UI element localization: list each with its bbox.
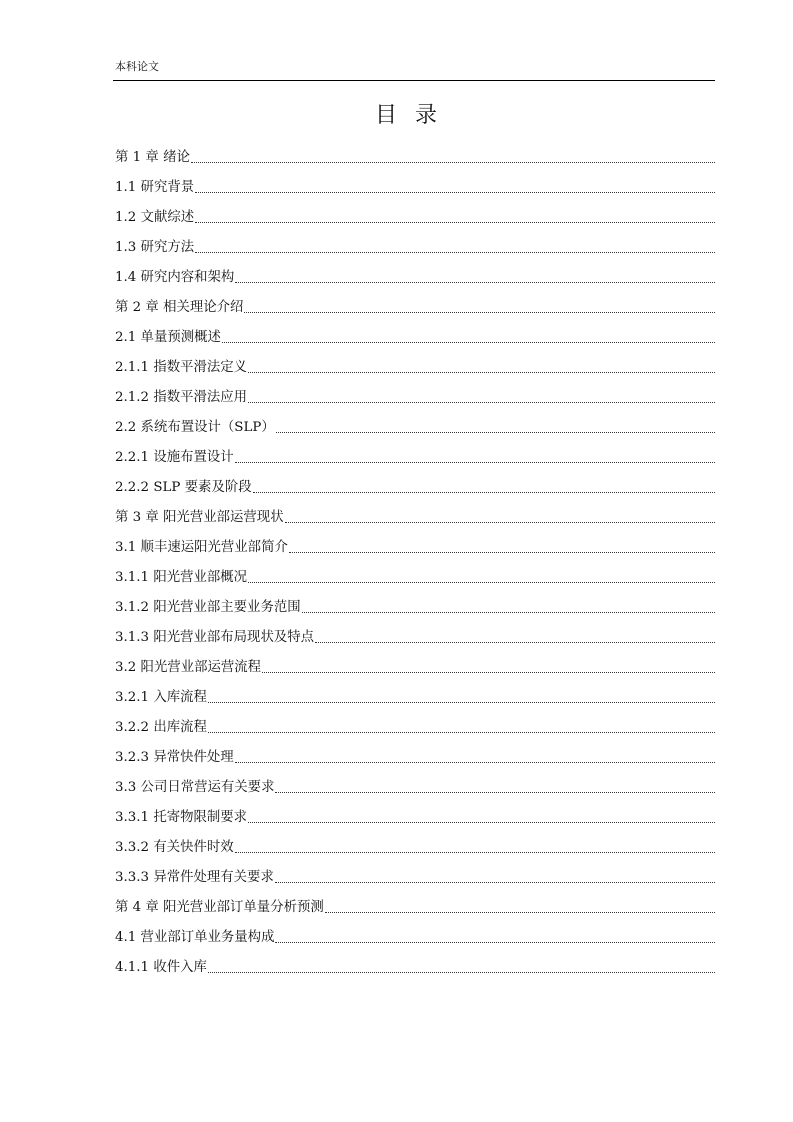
dot-leader: [302, 611, 715, 613]
toc-entry[interactable]: [115, 168, 715, 198]
toc-entry[interactable]: [115, 588, 715, 618]
toc-entry[interactable]: [115, 858, 715, 888]
dot-leader: [285, 521, 715, 523]
toc-entry-label: 3.1.1 阳光营业部概况: [115, 570, 248, 585]
dot-leader: [248, 401, 715, 403]
toc-entry[interactable]: [115, 768, 715, 798]
toc-entry[interactable]: [115, 138, 715, 168]
toc-entry[interactable]: [115, 828, 715, 858]
toc-entry-label: 3.2 阳光营业部运营流程: [115, 660, 262, 675]
dot-leader: [275, 881, 715, 883]
toc-entry[interactable]: [115, 228, 715, 258]
toc-entry[interactable]: [115, 738, 715, 768]
toc-entry-label: 2.2.1 设施布置设计: [115, 450, 234, 465]
toc-entry-label: 第 3 章 阳光营业部运营现状: [115, 510, 284, 525]
header-rule: [113, 80, 715, 81]
toc-entry-label: 3.2.1 入库流程: [115, 690, 207, 705]
toc-entry-label: 3.3.1 托寄物限制要求: [115, 810, 248, 825]
dot-leader: [208, 731, 715, 733]
toc-entry[interactable]: [115, 948, 715, 978]
toc-entry[interactable]: [115, 798, 715, 828]
dot-leader: [325, 911, 715, 913]
dot-leader: [222, 341, 715, 343]
dot-leader: [248, 371, 715, 373]
dot-leader: [276, 431, 715, 433]
toc-entry[interactable]: [115, 198, 715, 228]
toc-entry-label: 2.1.1 指数平滑法定义: [115, 360, 248, 375]
dot-leader: [275, 791, 715, 793]
toc-entry[interactable]: [115, 408, 715, 438]
dot-leader: [235, 851, 715, 853]
toc-entry[interactable]: [115, 558, 715, 588]
dot-leader: [235, 761, 715, 763]
toc-entry-label: 3.3.2 有关快件时效: [115, 840, 234, 855]
toc-entry[interactable]: [115, 888, 715, 918]
dot-leader: [191, 161, 715, 163]
toc-entry[interactable]: [115, 708, 715, 738]
toc-entry[interactable]: [115, 918, 715, 948]
dot-leader: [253, 491, 715, 493]
toc-entry-label: 3.1.3 阳光营业部布局现状及特点: [115, 630, 315, 645]
toc-entry-label: 第 2 章 相关理论介绍: [115, 300, 244, 315]
toc-entry-label: 4.1.1 收件入库: [115, 960, 207, 975]
dot-leader: [289, 551, 715, 553]
toc-entry-label: 1.4 研究内容和架构: [115, 270, 235, 285]
dot-leader: [195, 251, 715, 253]
toc-entry-label: 1.2 文献综述: [115, 210, 195, 225]
dot-leader: [195, 191, 715, 193]
toc-entry-label: 3.2.3 异常快件处理: [115, 750, 234, 765]
toc-entry-label: 2.1.2 指数平滑法应用: [115, 390, 248, 405]
table-of-contents: [115, 138, 715, 978]
toc-entry-label: 3.3.3 异常件处理有关要求: [115, 870, 274, 885]
toc-entry-label: 3.1 顺丰速运阳光营业部简介: [115, 540, 288, 555]
dot-leader: [208, 971, 715, 973]
toc-entry-label: 第 1 章 绪论: [115, 150, 190, 165]
dot-leader: [195, 221, 715, 223]
toc-entry-label: 2.2.2 SLP 要素及阶段: [115, 480, 252, 495]
toc-entry-label: 1.1 研究背景: [115, 180, 195, 195]
toc-entry[interactable]: [115, 648, 715, 678]
toc-entry[interactable]: [115, 618, 715, 648]
toc-entry[interactable]: [115, 378, 715, 408]
toc-entry-label: 3.2.2 出库流程: [115, 720, 207, 735]
toc-entry-label: 3.3 公司日常营运有关要求: [115, 780, 275, 795]
toc-entry[interactable]: [115, 678, 715, 708]
running-header: 本科论文: [115, 60, 159, 73]
page-title: 目录: [374, 103, 455, 128]
toc-entry-label: 2.1 单量预测概述: [115, 330, 221, 345]
dot-leader: [235, 461, 715, 463]
toc-entry-label: 3.1.2 阳光营业部主要业务范围: [115, 600, 301, 615]
toc-entry-label: 2.2 系统布置设计（SLP）: [115, 420, 275, 435]
dot-leader: [244, 311, 715, 313]
toc-entry[interactable]: [115, 498, 715, 528]
toc-entry[interactable]: [115, 348, 715, 378]
toc-entry[interactable]: [115, 318, 715, 348]
dot-leader: [208, 701, 715, 703]
toc-entry[interactable]: [115, 438, 715, 468]
toc-entry[interactable]: [115, 528, 715, 558]
toc-entry-label: 1.3 研究方法: [115, 240, 195, 255]
dot-leader: [315, 641, 715, 643]
dot-leader: [248, 581, 715, 583]
toc-entry-label: 第 4 章 阳光营业部订单量分析预测: [115, 900, 324, 915]
dot-leader: [275, 941, 715, 943]
dot-leader: [248, 821, 715, 823]
dot-leader: [235, 281, 715, 283]
toc-entry[interactable]: [115, 468, 715, 498]
toc-entry-label: 4.1 营业部订单业务量构成: [115, 930, 275, 945]
toc-entry[interactable]: [115, 288, 715, 318]
dot-leader: [262, 671, 715, 673]
toc-entry[interactable]: [115, 258, 715, 288]
